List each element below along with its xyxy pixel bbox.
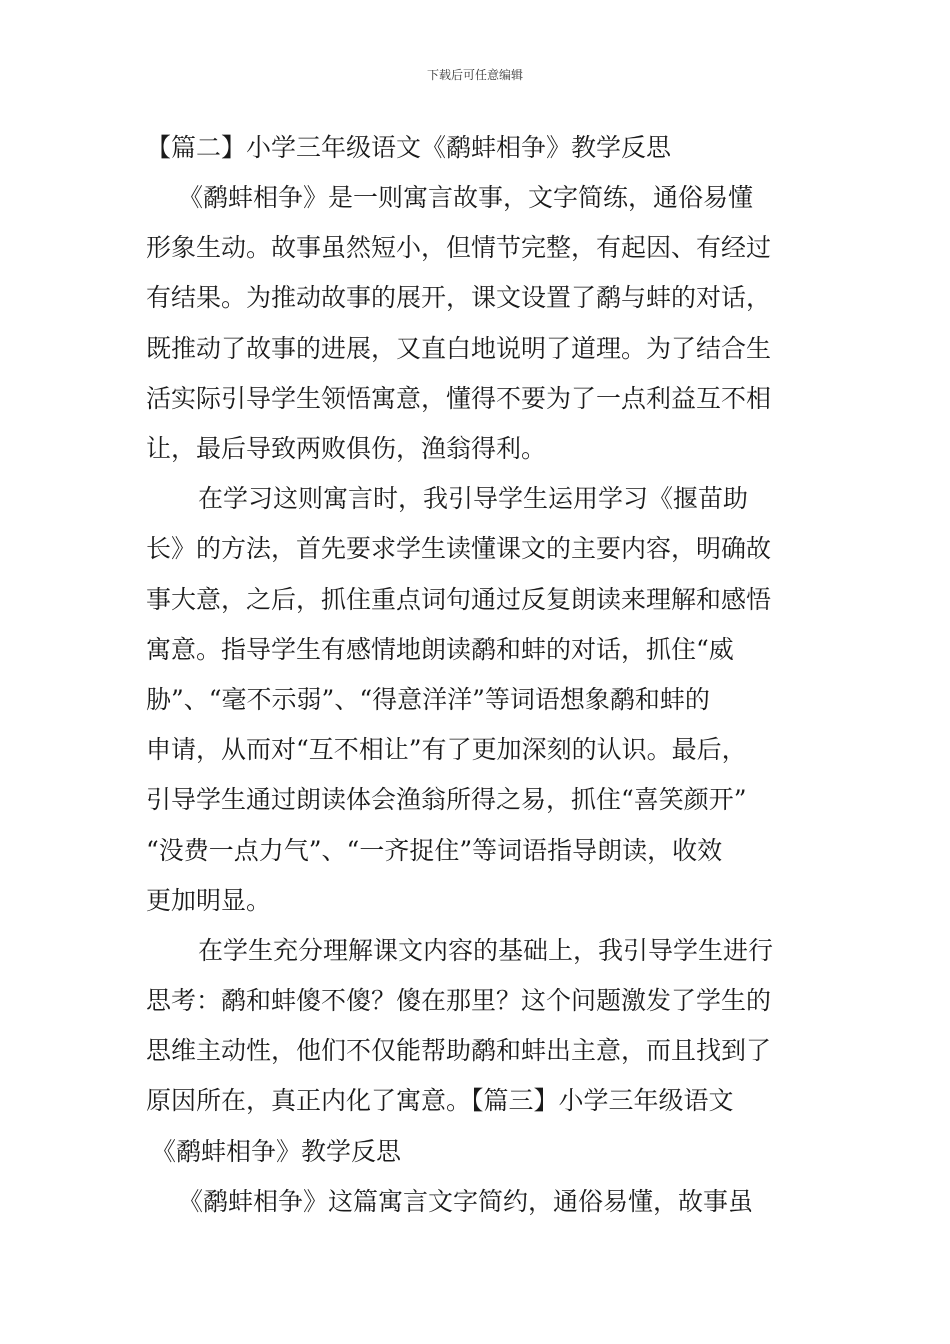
text-line: 有结果。为推动故事的展开，课文设置了鹬与蚌的对话， xyxy=(146,283,772,312)
text-line: “没费一点力气”、“一齐捉住”等词语指导朗读，收效 xyxy=(146,836,723,865)
text-line: 原因所在，真正内化了寓意。【篇三】小学三年级语文 xyxy=(146,1086,734,1115)
text-line: 寓意。指导学生有感情地朗读鹬和蚌的对话，抓住“威 xyxy=(146,635,734,664)
page-header: 下载后可任意编辑 xyxy=(426,68,523,82)
text-line: 引导学生通过朗读体会渔翁所得之易，抓住“喜笑颜开” xyxy=(146,785,747,814)
text-line: 【篇二】小学三年级语文《鹬蚌相争》教学反思 xyxy=(146,133,672,162)
text-line: 在学习这则寓言时，我引导学生运用学习《揠苗助 xyxy=(198,484,749,513)
text-line: 《鹬蚌相争》这篇寓言文字简约，通俗易懂，故事虽 xyxy=(178,1187,754,1216)
text-line: 思考：鹬和蚌傻不傻？傻在那里？这个问题激发了学生的 xyxy=(146,986,772,1015)
text-line: 《鹬蚌相争》是一则寓言故事，文字简练，通俗易懂 xyxy=(178,183,754,212)
text-line: 既推动了故事的进展，又直白地说明了道理。为了结合生 xyxy=(146,334,772,363)
text-line: 长》的方法，首先要求学生读懂课文的主要内容，明确故 xyxy=(146,534,772,563)
text-line: 胁”、“毫不示弱”、“得意洋洋”等词语想象鹬和蚌的 xyxy=(146,685,710,714)
text-line: 让，最后导致两败俱伤，渔翁得利。 xyxy=(146,434,547,463)
text-line: 申请，从而对“互不相让”有了更加深刻的认识。最后， xyxy=(146,735,747,764)
text-line: 更加明显。 xyxy=(146,886,272,915)
text-line: 事大意，之后，抓住重点词句通过反复朗读来理解和感悟 xyxy=(146,585,772,614)
text-line: 《鹬蚌相争》教学反思 xyxy=(151,1137,402,1166)
text-line: 在学生充分理解课文内容的基础上，我引导学生进行 xyxy=(198,936,774,965)
text-line: 活实际引导学生领悟寓意，懂得不要为了一点利益互不相 xyxy=(146,384,772,413)
text-line: 形象生动。故事虽然短小，但情节完整，有起因、有经过 xyxy=(146,233,772,262)
text-line: 思维主动性，他们不仅能帮助鹬和蚌出主意，而且找到了 xyxy=(146,1036,772,1065)
